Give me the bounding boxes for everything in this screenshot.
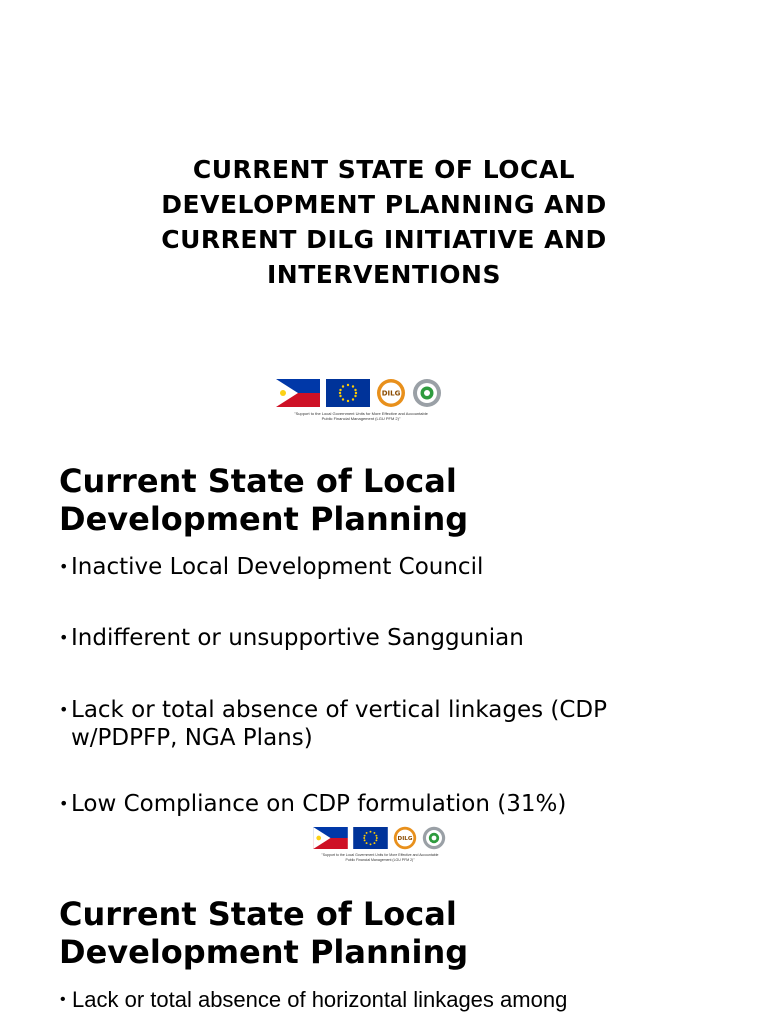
bullet-icon: •	[59, 700, 69, 719]
logo-caption: "Support to the Local Government Units for More Effective and Accountable Public Financial Management (LGU PFM 2)"	[294, 411, 428, 421]
list-item: • Lack or total absence of vertical linkages (CDP w/PDPFP, NGA Plans)	[59, 697, 608, 751]
list-item: • Lack or total absence of horizontal linkages among	[60, 987, 568, 1012]
government-seal-icon	[412, 378, 442, 408]
dilg-seal-icon	[376, 378, 406, 408]
eu-flag-icon	[326, 379, 370, 407]
philippine-flag-icon	[313, 827, 348, 849]
logo-caption: "Support to the Local Government Units for More Effective and Accountable Public Financial Management (LGU PFM 2)"	[321, 853, 439, 862]
svg-text:DILG: DILG	[397, 836, 413, 842]
bullet-icon: •	[59, 557, 69, 576]
philippine-flag-icon	[276, 379, 320, 407]
eu-flag-icon	[353, 827, 388, 849]
logo-strip	[272, 378, 450, 430]
bullet-icon: •	[60, 991, 66, 1008]
slide-title: CURRENT STATE OF LOCAL DEVELOPMENT PLANNING AND CURRENT DILG INITIATIVE AND INTERVENTIONS	[161, 155, 607, 289]
bullet-icon: •	[59, 794, 69, 813]
government-seal-icon	[422, 826, 446, 850]
list-item: • Low Compliance on CDP formulation (31%)	[59, 791, 567, 817]
bullet-icon: •	[59, 628, 69, 647]
list-item: • Inactive Local Development Council	[59, 554, 484, 580]
logo-strip	[310, 826, 450, 870]
list-item: • Indifferent or unsupportive Sanggunian	[59, 625, 524, 651]
svg-text:DILG: DILG	[381, 389, 401, 398]
dilg-seal-icon	[393, 826, 417, 850]
section-heading: Current State of Local Development Planning	[59, 462, 469, 538]
section-heading: Current State of Local Development Planning	[59, 895, 469, 971]
